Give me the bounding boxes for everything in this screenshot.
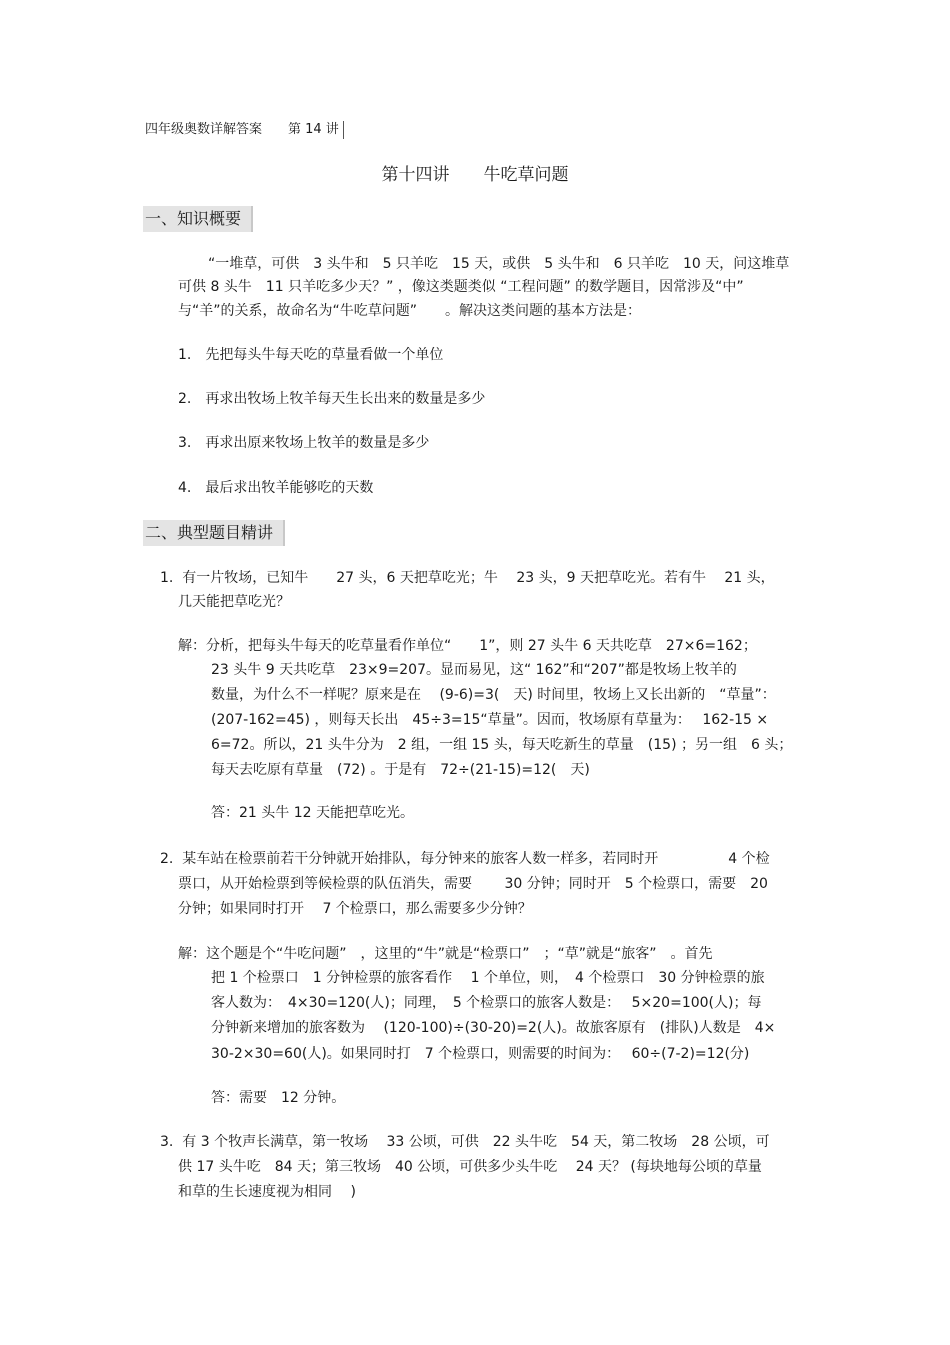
method-step-4: 4. 最后求出牧羊能够吃的天数: [178, 480, 374, 496]
section-heading-problems: 二、典型题目精讲: [143, 520, 285, 546]
problem1-solution-line-3: 数量，为什么不一样呢？原来是在 (9-6)=3( 天) 时间里，牧场上又长出新的 “草量”：: [211, 687, 776, 703]
problem2-question-line-3: 分钟；如果同时打开 7 个检票口，那么需要多少分钟？: [178, 901, 532, 917]
method-step-1: 1. 先把每头牛每天吃的草量看做一个单位: [178, 347, 444, 363]
problem2-answer: 答：需要 12 分钟。: [211, 1090, 346, 1106]
problem2-solution-line-1: 解：这个题是个“牛吃问题” ，这里的“牛”就是“检票口” ；“草”就是“旅客” 。首先: [178, 946, 713, 962]
intro-line-3: 与“羊”的关系，故命名为“牛吃草问题” 。解决这类问题的基本方法是：: [178, 303, 642, 319]
method-step-3: 3. 再求出原来牧场上牧羊的数量是多少: [178, 435, 430, 451]
problem1-solution-line-5: 6=72。所以，21 头牛分为 2 组，一组 15 头，每天吃新生的草量 (15) ；另一组 6 头；: [211, 737, 793, 753]
intro-line-1: “一堆草，可供 3 头牛和 5 只羊吃 15 天，或供 5 头牛和 6 只羊吃 10 天，问这堆草: [208, 256, 790, 272]
problem1-answer: 答：21 头牛 12 天能把草吃光。: [211, 805, 414, 821]
problem1-solution-line-2: 23 头牛 9 天共吃草 23×9=207。显而易见，这“ 162”和“207”都是牧场上牧羊的: [211, 662, 737, 678]
problem1-solution-line-1: 解：分析，把每头牛每天的吃草量看作单位“ 1”，则 27 头牛 6 天共吃草 27×6=162；: [178, 638, 757, 654]
page-header: 四年级奥数详解答案 第 14 讲: [145, 121, 344, 139]
problem2-question-line-1: 2. 某车站在检票前若干分钟就开始排队，每分钟来的旅客人数一样多，若同时开 4 个检: [160, 851, 770, 867]
lecture-title: 第十四讲 牛吃草问题: [381, 165, 569, 185]
problem2-question-line-2: 票口，从开始检票到等候检票的队伍消失，需要 30 分钟；同时开 5 个检票口，需要 20: [178, 876, 768, 892]
problem3-question-line-3: 和草的生长速度视为相同 ): [178, 1184, 356, 1200]
problem3-question-line-1: 3. 有 3 个牧声长满草，第一牧场 33 公顷，可供 22 头牛吃 54 天，第二牧场 28 公顷，可: [160, 1134, 770, 1150]
section-heading-knowledge: 一、知识概要: [143, 206, 253, 232]
problem2-solution-line-4: 分钟新来增加的旅客数为 (120-100)÷(30-20)=2(人)。故旅客原有 (排队)人数是 4×: [211, 1020, 776, 1036]
problem2-solution-line-5: 30-2×30=60(人)。如果同时打 7 个检票口，则需要的时间为： 60÷(7-2)=12(分): [211, 1046, 750, 1062]
problem1-question-line-1: 1. 有一片牧场，已知牛 27 头，6 天把草吃光；牛 23 头，9 天把草吃光。若有牛 21 头，: [160, 570, 775, 586]
intro-line-2: 可供 8 头牛 11 只羊吃多少天？” ，像这类题类似 “工程问题” 的数学题目，因常涉及“中”: [178, 279, 744, 295]
problem1-question-line-2: 几天能把草吃光？: [178, 594, 290, 610]
problem2-solution-line-2: 把 1 个检票口 1 分钟检票的旅客看作 1 个单位，则， 4 个检票口 30 分钟检票的旅: [211, 970, 765, 986]
problem3-question-line-2: 供 17 头牛吃 84 天；第三牧场 40 公顷，可供多少头牛吃 24 天？ (每块地每公顷的草量: [178, 1159, 762, 1175]
problem2-solution-line-3: 客人数为： 4×30=120(人)；同理， 5 个检票口的旅客人数是： 5×20=100(人)；每: [211, 995, 762, 1011]
problem1-solution-line-6: 每天去吃原有草量 (72) 。于是有 72÷(21-15)=12( 天): [211, 762, 590, 778]
problem1-solution-line-4: (207-162=45) ，则每天长出 45÷3=15“草量”。因而，牧场原有草量为： 162-15 ×: [211, 712, 769, 728]
method-step-2: 2. 再求出牧场上牧羊每天生长出来的数量是多少: [178, 391, 486, 407]
